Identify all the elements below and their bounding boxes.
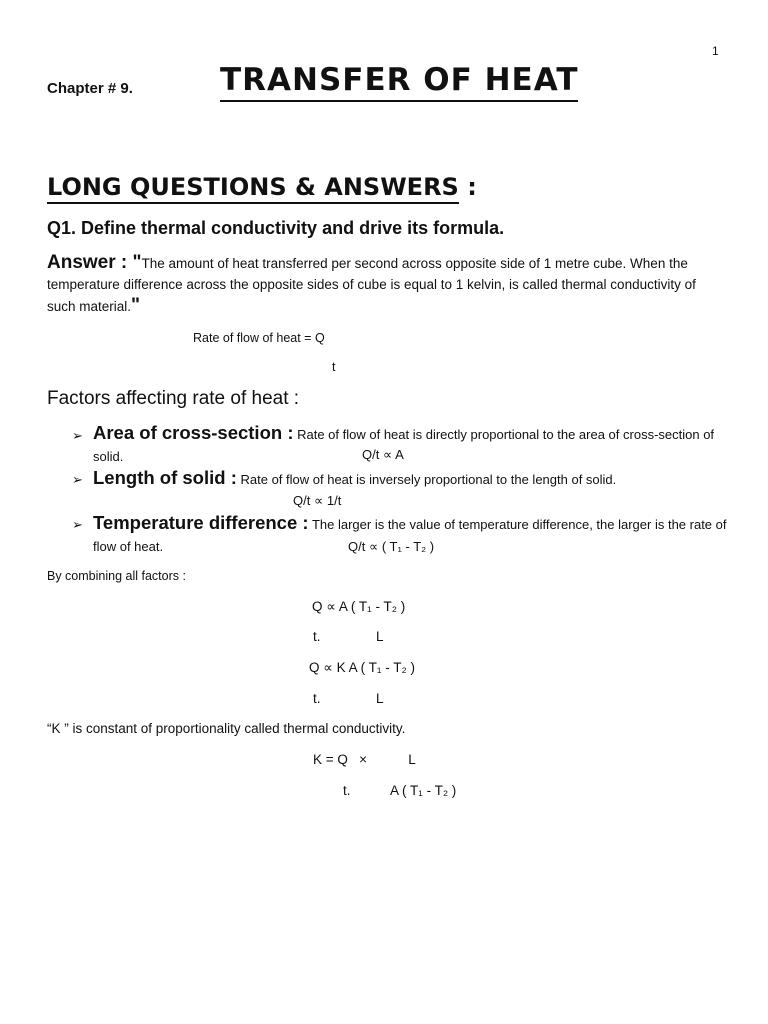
question-heading [47, 218, 504, 239]
page-title: TRANSFER OF HEAT [220, 62, 578, 102]
equation-2-denominator-right: L [376, 691, 384, 706]
equation-3-denominator-left: t. [343, 783, 351, 798]
question-number: Q1 [47, 218, 72, 238]
factor-relation: Q/t ∝ A [362, 447, 404, 462]
equation-3-denominator-right: A ( T₁ - T₂ ) [390, 783, 457, 798]
equation-1-denominator-right: L [376, 629, 384, 644]
answer-paragraph [47, 252, 727, 317]
factor-text: Rate of flow of heat is directly proportional to the area of cross-section of solid. [93, 427, 715, 464]
factor-length [93, 467, 733, 491]
factor-relation: Q/t ∝ 1/t [293, 493, 342, 508]
equation-2-denominator-left: t. [313, 691, 321, 706]
chapter-label: Chapter # 9. [47, 80, 133, 97]
factor-label: Temperature difference : [93, 512, 309, 533]
factor-text: Rate of flow of heat is inversely proportional to the length of solid. [240, 472, 617, 487]
answer-lead: Answer : " [47, 252, 142, 273]
equation-3-numerator: K = Q × L [313, 752, 416, 767]
factor-area [93, 422, 733, 468]
equation-1-numerator: Q ∝ A ( T₁ - T₂ ) [312, 599, 406, 614]
factor-label: Length of solid : [93, 467, 237, 488]
factors-title: Factors affecting rate of heat : [47, 388, 300, 409]
question-text: . Define thermal conductivity and drive its formula. [71, 218, 505, 238]
factor-text: The larger is the value of temperature difference, the larger is the rate of flow of heat. [93, 517, 727, 554]
answer-text: The amount of heat transferred per second across opposite side of 1 metre cube. When the temperature difference across the opposite sides of cube is equal to 1 kelvin, is called thermal conductivity of such material. [47, 256, 696, 314]
equation-2-numerator: Q ∝ K A ( T₁ - T₂ ) [309, 660, 415, 675]
k-definition: “K ” is constant of proportionality called thermal conductivity. [47, 721, 406, 736]
answer-close-quote: " [131, 295, 141, 316]
factor-label: Area of cross-section : [93, 422, 294, 443]
page-number: 1 [712, 44, 719, 58]
factor-relation: Q/t ∝ ( T₁ - T₂ ) [348, 539, 435, 554]
rate-formula-bottom: t [332, 360, 336, 374]
section-heading [47, 173, 477, 201]
bullet-arrow-icon: ➢ [72, 517, 83, 532]
bullet-arrow-icon: ➢ [72, 428, 83, 443]
equation-1-denominator-left: t. [313, 629, 321, 644]
combining-text: By combining all factors : [47, 569, 186, 583]
bullet-arrow-icon: ➢ [72, 472, 83, 487]
rate-formula-top: Rate of flow of heat = Q [193, 331, 325, 345]
section-colon: : [467, 173, 477, 201]
section-title: LONG QUESTIONS & ANSWERS [47, 173, 459, 204]
